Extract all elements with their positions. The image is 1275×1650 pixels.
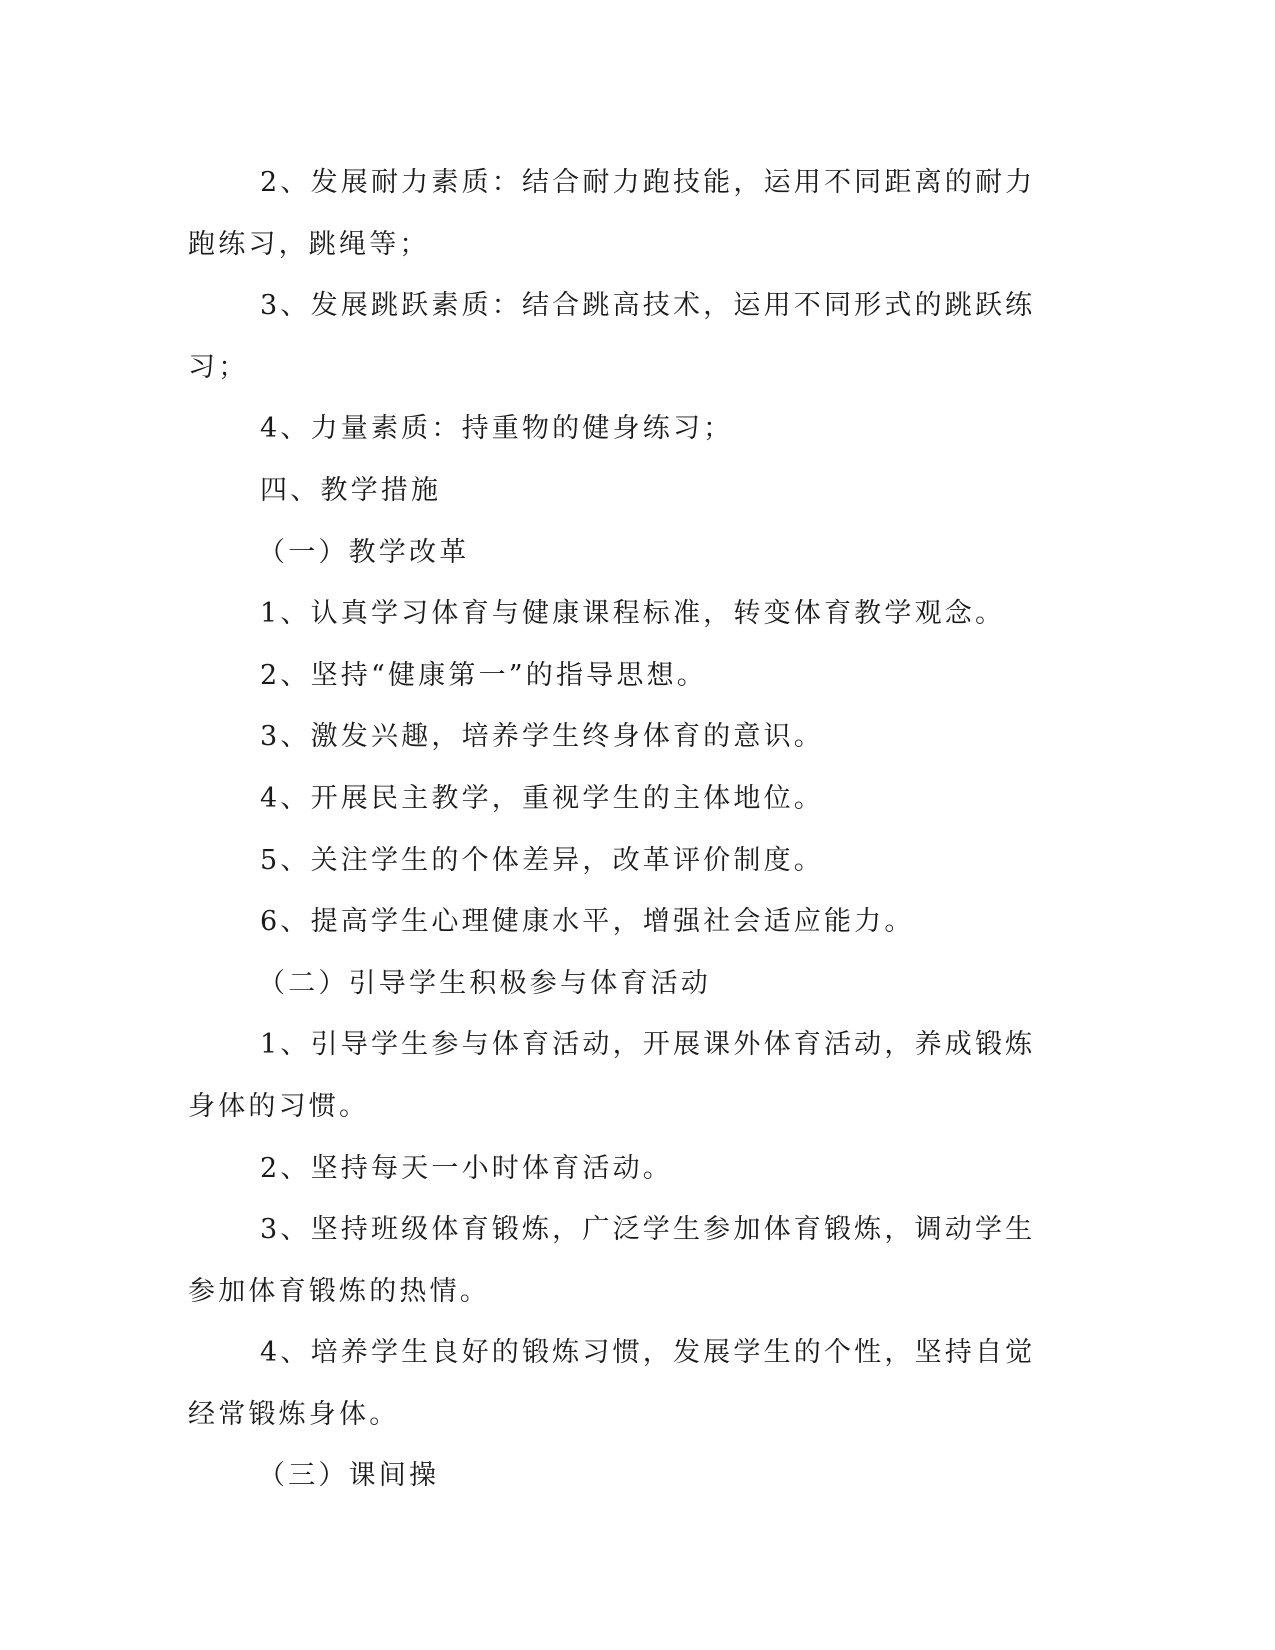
paragraph-jumping: 3、发展跳跃素质：结合跳高技术，运用不同形式的跳跃练习； [188,290,1036,383]
list-item-health-first: 2、坚持“健康第一”的指导思想。 [260,659,707,691]
list-item-class-exercise: 3、坚持班级体育锻炼，广泛学生参加体育锻炼，调动学生参加体育锻炼的热情。 [188,1214,1036,1307]
subsection-heading-break-exercises: （三）课间操 [258,1460,440,1492]
list-item-democratic-teaching: 4、开展民主教学，重视学生的主体地位。 [260,782,824,814]
list-item-extracurricular: 1、引导学生参与体育活动，开展课外体育活动，养成锻炼身体的习惯。 [188,1029,1036,1122]
paragraph-strength: 4、力量素质：持重物的健身练习； [260,413,734,445]
section-heading-teaching-measures: 四、教学措施 [260,474,442,506]
list-item-mental-health: 6、提高学生心理健康水平，增强社会适应能力。 [260,906,915,938]
list-item-individual-differences: 5、关注学生的个体差异，改革评价制度。 [260,844,824,876]
subsection-heading-guide-participation: （二）引导学生积极参与体育活动 [258,967,711,999]
list-item-one-hour-daily: 2、坚持每天一小时体育活动。 [260,1152,673,1184]
subsection-heading-teaching-reform: （一）教学改革 [258,536,470,568]
paragraph-endurance: 2、发展耐力素质：结合耐力跑技能，运用不同距离的耐力跑练习，跳绳等； [188,167,1036,260]
list-item-curriculum-standard: 1、认真学习体育与健康课程标准，转变体育教学观念。 [260,598,1006,630]
list-item-interest: 3、激发兴趣，培养学生终身体育的意识。 [260,721,824,753]
document-body [188,152,1058,1507]
list-item-exercise-habits: 4、培养学生良好的锻炼习惯，发展学生的个性，坚持自觉经常锻炼身体。 [188,1337,1036,1430]
